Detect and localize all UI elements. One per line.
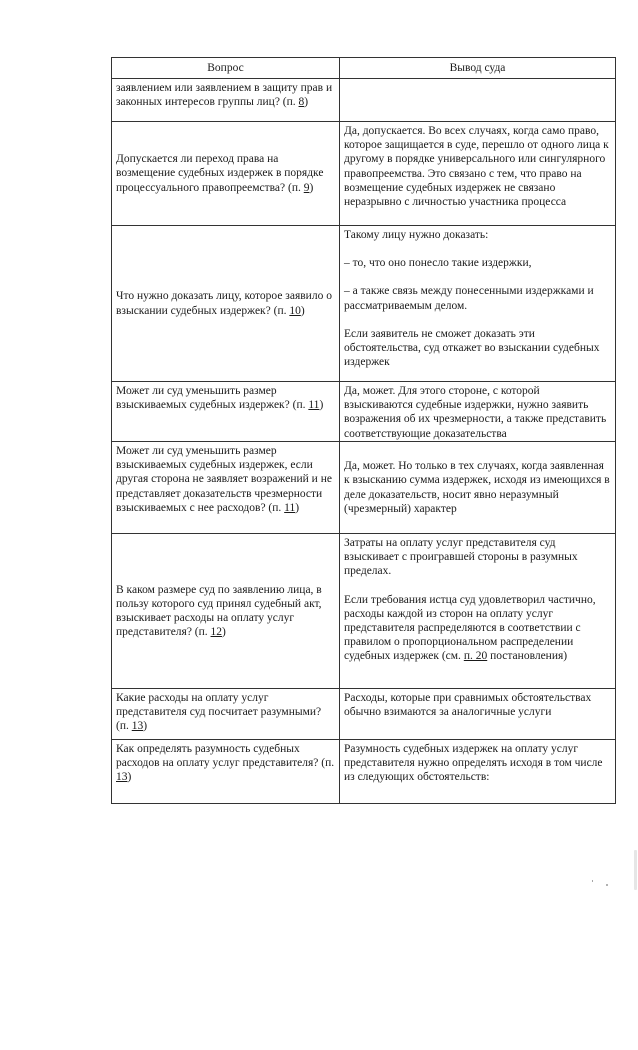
- answer-text: Да, может. Но только в тех случаях, когда заявленная к взысканию сумма издержек, исходя из имеющихся в деле доказательств, носит явно неразумный (чрезмерный) характер: [344, 460, 610, 515]
- paragraph-link[interactable]: 11: [308, 399, 320, 412]
- question-cell: [112, 442, 340, 534]
- answer-text: Затраты на оплату услуг представителя суд взыскивает с проигравшей стороны в разумных пределах.: [344, 537, 578, 578]
- answer-cell: [340, 382, 616, 442]
- header-question: Вопрос: [112, 58, 340, 79]
- table-row: [112, 226, 616, 382]
- paragraph-link[interactable]: 12: [210, 626, 223, 639]
- question-text: заявлением или заявлением в защиту прав и законных интересов группы лиц? (п.: [116, 82, 333, 109]
- answer-text: Да, может. Для этого стороне, с которой взыскиваются судебные издержки, нужно заявить возражения об их чрезмерности, а также представить соответствующие доказательства: [344, 385, 607, 440]
- answer-cell: [340, 79, 616, 122]
- table-row: [112, 689, 616, 740]
- answer-cell: [340, 442, 616, 534]
- question-tail: ): [319, 399, 324, 412]
- paragraph-link[interactable]: п. 20: [463, 650, 488, 663]
- question-tail: ): [300, 304, 305, 317]
- question-text: Может ли суд уменьшить размер взыскиваемых судебных издержек? (п.: [116, 385, 309, 412]
- table-row: [112, 534, 616, 689]
- question-tail: ): [295, 501, 300, 514]
- answer-cell: [340, 122, 616, 226]
- answer-text: постановления): [487, 650, 568, 663]
- question-tail: ): [143, 720, 148, 733]
- question-cell: [112, 79, 340, 122]
- qa-table: [111, 57, 616, 804]
- question-text: Может ли суд уменьшить размер взыскиваемых судебных издержек, если другая сторона не заявляет возражений и не представляет доказательств чрезмерности взыскиваемых с нее расходов? (п.: [116, 445, 332, 514]
- answer-cell: [340, 226, 616, 382]
- question-cell: [112, 689, 340, 740]
- question-cell: [112, 382, 340, 442]
- question-cell: [112, 740, 340, 804]
- question-tail: ): [127, 771, 132, 784]
- table-row: [112, 382, 616, 442]
- table-row: [112, 740, 616, 804]
- question-cell: [112, 226, 340, 382]
- header-court-conclusion: Вывод суда: [340, 58, 616, 79]
- question-text: В каком размере суд по заявлению лица, в пользу которого суд принял судебный акт, взыскивает расходы на оплату услуг представителя? (п.: [116, 583, 322, 639]
- table-header-row: [112, 58, 616, 79]
- scan-speck: [592, 880, 593, 882]
- question-cell: [112, 122, 340, 226]
- question-text: Что нужно доказать лицу, которое заявило о взыскании судебных издержек? (п.: [116, 290, 332, 317]
- answer-text: Расходы, которые при сравнимых обстоятельствах обычно взимаются за аналогичные услуги: [344, 692, 592, 719]
- answer-text: Разумность судебных издержек на оплату услуг представителя нужно определять исходя в том числе из следующих обстоятельств:: [344, 743, 603, 784]
- paragraph-link[interactable]: 9: [303, 181, 310, 194]
- table-row: [112, 79, 616, 122]
- paragraph-link[interactable]: 11: [284, 501, 296, 514]
- question-tail: ): [304, 96, 309, 109]
- question-text: Как определять разумность судебных расходов на оплату услуг представителя? (п.: [116, 743, 335, 770]
- answer-text: Если требования истца суд удовлетворил частично, расходы каждой из сторон на оплату услуг представителя распределяются в соответствии с правилом о пропорциональном распределении судебных издержек (см.: [344, 593, 596, 663]
- answer-text: Да, допускается. Во всех случаях, когда само право, которое защищается в суде, перешло от одного лица к другому в порядке универсального или сингулярного правопреемства. Это связано с тем, что право на возмещение судебных издержек не связано неразрывно с личностью участника процесса: [344, 125, 609, 209]
- table-row: [112, 122, 616, 226]
- answer-text: Такому лицу нужно доказать:: [344, 229, 489, 241]
- paragraph-link[interactable]: 10: [289, 304, 301, 317]
- question-text: Какие расходы на оплату услуг представителя суд посчитает разумными? (п.: [116, 692, 322, 733]
- question-text: Допускается ли переход права на возмещение судебных издержек в порядке процессуального правопреемства? (п.: [116, 153, 324, 194]
- paragraph-link[interactable]: 13: [131, 720, 144, 733]
- scan-speck: [606, 884, 608, 886]
- question-cell: [112, 534, 340, 689]
- scan-speck: [634, 850, 637, 890]
- answer-text: – а также связь между понесенными издержками и рассматриваемым делом.: [344, 285, 594, 312]
- paragraph-link[interactable]: 8: [298, 96, 305, 109]
- answer-cell: [340, 534, 616, 689]
- answer-cell: [340, 740, 616, 804]
- question-tail: ): [309, 181, 314, 194]
- table-row: [112, 442, 616, 534]
- answer-text: – то, что оно понесло такие издержки,: [344, 257, 532, 270]
- question-tail: ): [222, 626, 226, 639]
- paragraph-link[interactable]: 13: [116, 771, 128, 784]
- answer-text: Если заявитель не сможет доказать эти обстоятельства, суд откажет во взыскании судебных издержек: [344, 327, 600, 369]
- answer-cell: [340, 689, 616, 740]
